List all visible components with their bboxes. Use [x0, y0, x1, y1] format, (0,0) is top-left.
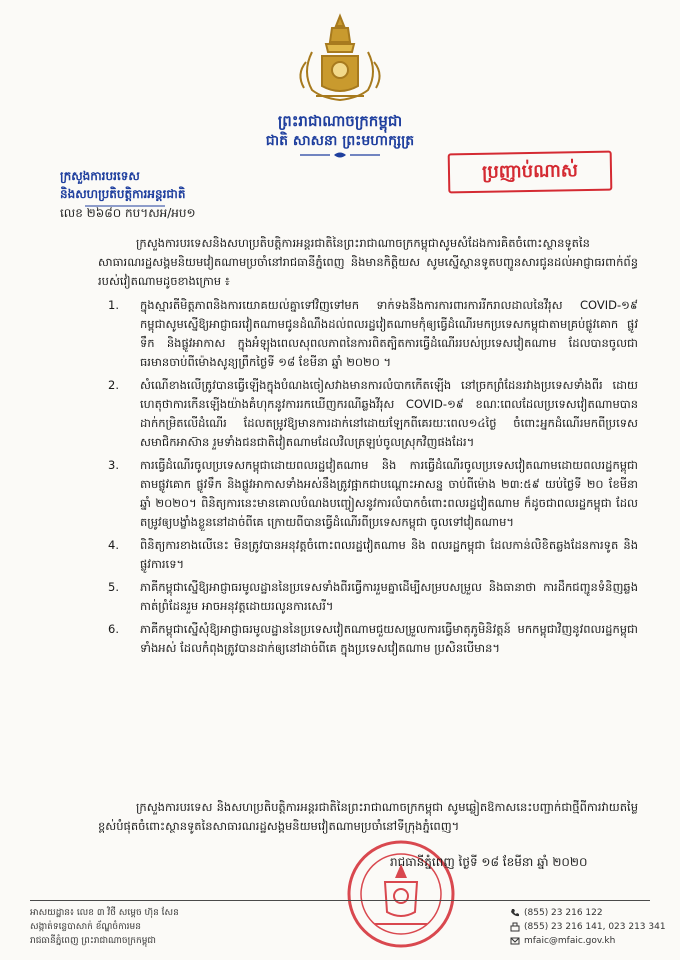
address-line3: រាជធានីភ្នំពេញ ព្រះរាជាណាចក្រកម្ពុជា [30, 936, 156, 946]
email-address: mfaic@mfaic.gov.kh [524, 936, 616, 946]
footer-contacts [510, 906, 666, 948]
item-text: ភាគីកម្ពុជាស្នើសុំឱ្យអាជ្ញាធរមូលដ្ឋាននៃប្រទេសវៀតណាមជួយសម្រួលការធ្វើមាតុភូមិនិវត្តន៍ មកកម្ពុជាវិញនូវពលរដ្ឋកម្ពុជាទាំងអស់ ដែលកំពុងត្រូវបានដាក់ឲ្យនៅដាច់ពីគេ ក្នុងប្រទេសវៀតណាម ប្រសិនបើមាន។ [140, 622, 638, 655]
item-text: ការធ្វើដំណើរចូលប្រទេសកម្ពុជាដោយពលរដ្ឋវៀតណាម និង ការធ្វើដំណើរចូលប្រទេសវៀតណាមដោយពលរដ្ឋកម្ពុជា តាមផ្លូវគោក ផ្លូវទឹក និងផ្លូវអាកាសទាំងអស់នឹងត្រូវផ្អាកជាបណ្ដោះអាសន្ន ចាប់ពីម៉ោង ២៣:៥៩ យប់ថ្ងៃទី ២០ ខែមីនា ឆ្នាំ ២០២០។ ពិនិត្យការនេះមានគោលបំណងបញ្ចៀសនូវការលំបាកចំពោះពលរដ្ឋវៀតណាម ក៏ដូចជាពលរដ្ឋកម្ពុជា ដែលតម្រូវឲ្យបង្ខាំងខ្លួននៅដាច់ពីគេ ក្រោយពីបានធ្វើដំណើរពីប្រទេសកម្ពុជា ចូលទៅវៀតណាម។ [140, 458, 638, 529]
item-text: ក្នុងស្មារតីមិត្តភាពនិងការយោគយល់គ្នាទៅវិញទៅមក ទាក់ទងនឹងការការពារការរីករាលដាលនៃវីរុស COVID-១៩ កម្ពុជាសូមស្នើឱ្យអាជ្ញាធរវៀតណាមជូនដំណឹងដល់ពលរដ្ឋវៀតណាមកុំឲ្យធ្វើដំណើរមកប្រទេសកម្ពុជាតាមគ្រប់ផ្លូវគោក ផ្លូវទឹក និងផ្លូវអាកាស ក្នុងអំឡុងពេលសុពលភាពនៃការពិតត្បិតការធ្វើដំណើររបស់ប្រទេសវៀតណាម ដែលបានចូលជាធរមានចាប់ពីម៉ោងសូន្យព្រឹកថ្ងៃទី ១៨ ខែមីនា ឆ្នាំ ២០២០ ។ [140, 298, 638, 369]
national-motto: ជាតិ សាសនា ព្រះមហាក្សត្រ [265, 133, 415, 149]
address-line1: លេខ ៣ វិថី សម្ដេច ហ៊ុន សែន [76, 908, 179, 918]
address-label: អាសយដ្ឋាន៖ [30, 908, 74, 918]
intro-paragraph: ក្រសួងការបរទេសនិងសហប្រតិបត្តិការអន្តរជាតិនៃព្រះរាជាណាចក្រកម្ពុជាសូមសំដែងការគិតចំពោះស្ថានទូតនៃសាធារណរដ្ឋសង្គមនិយមវៀតណាមប្រចាំនៅរាជធានីភ្នំពេញ និងមានកិត្តិយស សូមស្នើស្ថានទូតបញ្ជូនសារជូនដល់អាជ្ញាធរពាក់ព័ន្ធរបស់វៀតណាមដូចខាងក្រោម ៖ [98, 236, 638, 288]
item-text: ពិនិត្យការខាងលើនេះ មិនត្រូវបានអនុវត្តចំពោះពលរដ្ឋវៀតណាម និង ពលរដ្ឋកម្ពុជា ដែលកាន់លិខិតឆ្លងដែនការទូត និងផ្លូវការទេ។ [140, 538, 638, 571]
email-icon [510, 936, 520, 946]
footer [0, 900, 680, 960]
fax-number: (855) 23 216 141, 023 213 341 [524, 922, 666, 932]
list-item [98, 578, 638, 616]
phone-icon [510, 908, 520, 918]
kingdom-title: ព្រះរាជាណាចក្រកម្ពុជា [277, 112, 403, 130]
royal-emblem-icon [292, 12, 388, 104]
item-number: 5. [108, 580, 119, 594]
item-number: 3. [108, 458, 119, 472]
footer-divider [30, 900, 650, 901]
list-item [98, 376, 638, 452]
fax-icon [510, 922, 520, 932]
phone-number: (855) 23 216 122 [524, 908, 603, 918]
reference-number: លេខ ២៦៨០ កប។សអ/អប១ [60, 206, 196, 220]
divider-ornament-icon [300, 150, 380, 160]
list-item [98, 620, 638, 658]
ministry-name: ក្រសួងការបរទេស [60, 169, 140, 183]
address-line2: សង្កាត់ទន្លេបាសាក់ ខ័ណ្ឌចំការមន [30, 922, 141, 932]
list-item [98, 456, 638, 532]
urgent-stamp: ប្រញាប់ណាស់ [448, 151, 613, 194]
document-date: រាជធានីភ្នំពេញ ថ្ងៃទី ១៨ ខែមីនា ឆ្នាំ ២០២០ [390, 855, 588, 869]
ministry-name-line2: និងសហប្រតិបត្តិការអន្តរជាតិ [60, 187, 186, 201]
item-text: ភាគីកម្ពុជាស្នើឱ្យអាជ្ញាធរមូលដ្ឋាននៃប្រទេសទាំងពីរធ្វើការរួមគ្នាដើម្បីសម្របសម្រួល និងធានាថា ការដឹកជញ្ជូនទំនិញឆ្លងកាត់ព្រំដែនរួម អាចអនុវត្តដោយរលូនការសេរី។ [140, 580, 638, 613]
list-item [98, 296, 638, 372]
list-item [98, 536, 638, 574]
item-number: 4. [108, 538, 119, 552]
item-text: សំណើខាងលើត្រូវបានធ្វើឡើងក្នុងបំណងចៀសវាងមានការលំបាកកើតឡើង នៅច្រកព្រំដែនរវាងប្រទេសទាំងពីរ ដោយហេតុថាការកើនឡើងយ៉ាងគំហុកនូវការរកឃើញករណីឆ្លងវីរុស COVID-១៩ ខណៈពេលដែលប្រទេសវៀតណាមបានដាក់កម្រិតលើដំណើរ ដែលតម្រូវឱ្យមានការដាក់នៅដោយឡែកពីគេរយៈពេល១៤ថ្ងៃ ចំពោះអ្នកដំណើរមកពីប្រទេសសមាជិកអាស៊ាន រួមទាំងជនជាតិវៀតណាមដែលវិលត្រឡប់ចូលស្រុកវិញផងដែរ។ [140, 378, 638, 449]
numbered-list [98, 296, 638, 662]
closing-paragraph: ក្រសួងការបរទេស និងសហប្រតិបត្តិការអន្តរជាតិនៃព្រះរាជាណាចក្រកម្ពុជា សូមឆ្លៀតឱកាសនេះបញ្ជាក់ជាថ្មីពីការវាយតម្លៃខ្ពស់បំផុតចំពោះស្ថានទូតនៃសាធារណរដ្ឋសង្គមនិយមវៀតណាមប្រចាំនៅទីក្រុងភ្នំពេញ។ [98, 800, 638, 833]
item-number: 6. [108, 622, 119, 636]
item-number: 2. [108, 378, 119, 392]
item-number: 1. [108, 298, 119, 312]
footer-address [30, 906, 179, 948]
